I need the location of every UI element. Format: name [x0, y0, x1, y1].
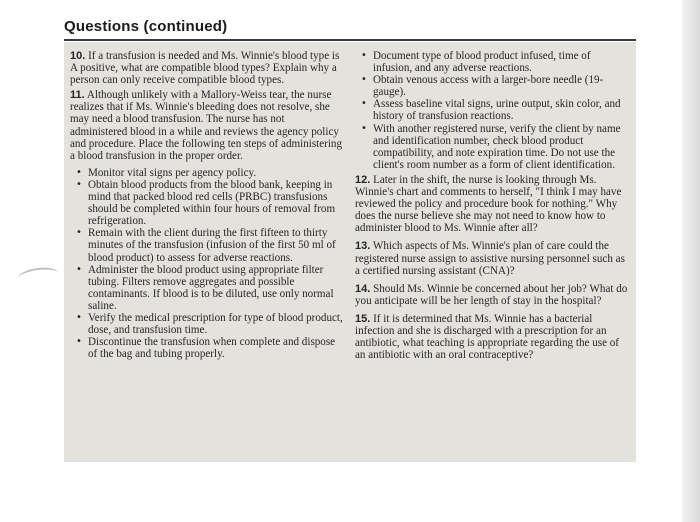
bullet-icon: •	[361, 50, 367, 61]
question-text: If it is determined that Ms. Winnie has a bacterial infection and she is discharged with a prescription for an antibiotic, what teaching is appropriate regarding the use of an antibiotic with an oral contraceptive?	[355, 312, 620, 362]
bullet-icon: •	[76, 227, 82, 239]
question-number: 14.	[355, 282, 371, 295]
bullet-icon: •	[76, 336, 82, 348]
list-item: • Obtain blood products from the blood bank, keeping in mind that packed blood red cells (PRBC) transfusions should be completed within four hours of removal from refrigeration.	[76, 178, 336, 228]
page-curl-mark	[17, 265, 59, 286]
question-text: Although unlikely with a Mallory-Weiss tear, the nurse realizes that if Ms. Winnie's bleeding does not resolve, she may need a blood transfusion. The nurse has not administered blood in a while and reviews the agency policy and procedure. Place the following ten steps of administering a blood transfusion in the proper order.	[70, 89, 343, 162]
question-text: Later in the shift, the nurse is looking through Ms. Winnie's chart and comments to herself, "I think I may have reviewed the policy and procedure book for nothing." Why does the nurse believe she may not need to know how to administer blood to Ms. Winnie after all?	[355, 173, 622, 235]
bullet-icon: •	[76, 263, 82, 275]
list-item: • Assess baseline vital signs, urine output, skin color, and history of transfusion reactions.	[361, 98, 621, 123]
list-item: • Remain with the client during the first fifteen to thirty minutes of the transfusion (infusion of the first 50 ml of blood product) to assess for adverse reactions.	[76, 227, 336, 264]
question-12	[355, 174, 631, 234]
question-13	[355, 240, 631, 276]
list-item: • Administer the blood product using appropriate filter tubing. Filters remove aggregates and possible contaminants. If blood is to be diluted, use only normal saline.	[76, 263, 334, 312]
transfusion-steps-list-continued	[355, 50, 631, 171]
bullet-icon: •	[361, 74, 367, 86]
question-number: 15.	[355, 312, 371, 325]
question-number: 12.	[355, 173, 371, 186]
list-item: • With another registered nurse, verify the client by name and identification number, check blood product compatibility, and note expiration time. Do not use the client's room number as a form of client identification.	[361, 122, 621, 171]
list-item: • Obtain venous access with a larger-bore needle (19-gauge).	[361, 74, 604, 99]
question-text: Should Ms. Winnie be concerned about her job? What do you anticipate will be her length of stay in the hospital?	[355, 282, 628, 307]
bullet-icon: •	[361, 98, 367, 110]
list-item: • Discontinue the transfusion when complete and dispose of the bag and tubing properly.	[76, 336, 336, 361]
list-item: • Verify the medical prescription for type of blood product, dose, and transfusion time.	[76, 311, 343, 337]
right-column	[355, 50, 631, 364]
heading-rule	[64, 39, 636, 41]
left-column	[70, 50, 344, 360]
bullet-icon: •	[361, 122, 367, 134]
question-number: 13.	[355, 240, 371, 253]
bullet-icon: •	[76, 178, 82, 190]
question-11	[70, 89, 344, 162]
question-text: If a transfusion is needed and Ms. Winnie's blood type is A positive, what are compatible blood types? Explain why a person can only receive compatible blood types.	[70, 50, 340, 87]
page-edge-shadow	[682, 0, 700, 522]
question-15	[355, 313, 631, 361]
question-10	[70, 50, 344, 86]
list-item: • Monitor vital signs per agency policy.	[76, 166, 257, 179]
questions-panel	[64, 42, 636, 462]
question-number: 10.	[70, 50, 86, 62]
question-14	[355, 283, 631, 307]
transfusion-steps-list	[70, 167, 344, 361]
question-number: 11.	[70, 89, 85, 102]
bullet-icon: •	[76, 311, 82, 323]
question-text: Which aspects of Ms. Winnie's plan of care could the registered nurse assign to assistive nursing personnel such as a certified nursing assistant (CNA)?	[355, 240, 625, 277]
list-item: • Document type of blood product infused, time of infusion, and any adverse reactions.	[361, 50, 591, 75]
bullet-icon: •	[76, 166, 82, 178]
section-heading: Questions (continued)	[64, 18, 228, 35]
